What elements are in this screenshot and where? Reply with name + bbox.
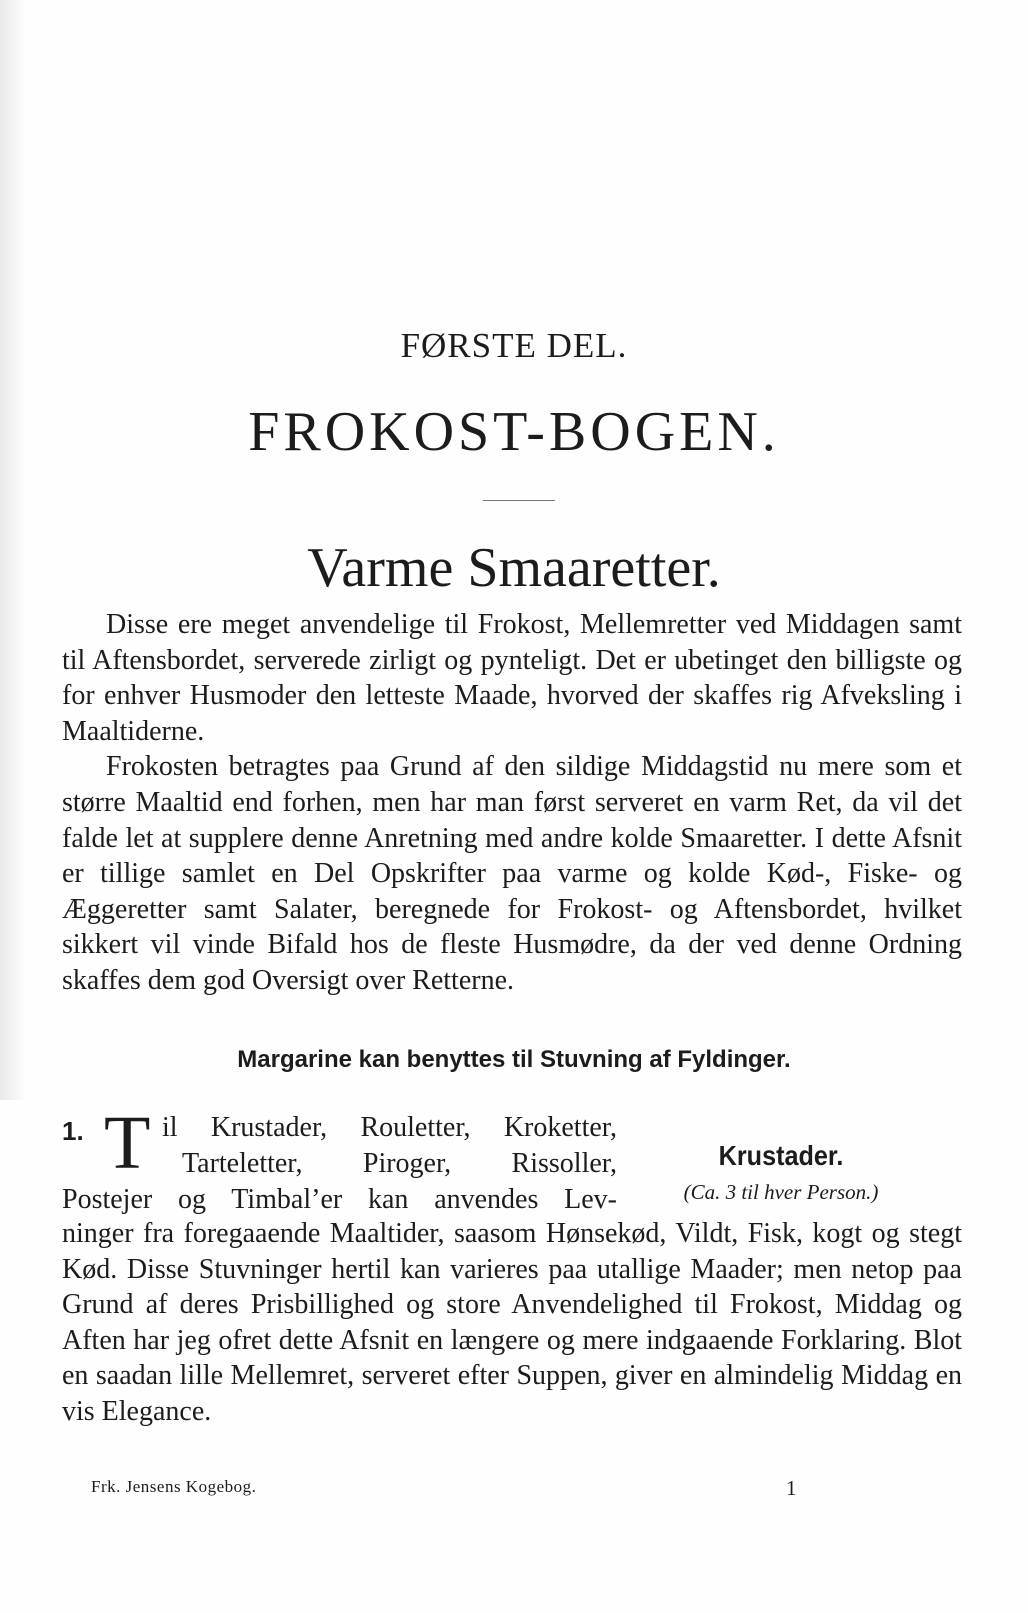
title-divider — [483, 500, 555, 501]
intro-text — [62, 607, 962, 999]
recipe-second-line: Tarteletter, Piroger, Rissoller, — [182, 1148, 617, 1179]
section-title: Varme Smaaretter. — [307, 537, 721, 599]
footer-source: Frk. Jensens Kogebog. — [91, 1477, 257, 1496]
recipe-portion: (Ca. 3 til hver Person.) — [683, 1180, 879, 1204]
intro-paragraph: Frokosten betragtes paa Grund af den sildige Middagstid nu mere som et større Maaltid end forhen, men har man først serveret en varm Ret, da vil det falde let at supplere denne Anretning med andre kolde Smaaretter. I dette Afsnit er tillige samlet en Del Opskrifter paa varme og kolde Kød-, Fiske- og Æggeretter samt Salater, beregnede for Frokost- og Aftensbordet, hvilket sikkert vil vinde Bifald hos de fleste Husmødre, da der ved denne Ordning skaffes dem god Oversigt over Retterne. — [62, 751, 962, 996]
recipe-title: Krustader. — [718, 1140, 844, 1171]
recipe-third-line: Postejer og Timbal’er kan anvendes Lev- — [62, 1184, 617, 1215]
recipe-first-line: il Krustader, Rouletter, Kroketter, — [162, 1112, 617, 1143]
book-title: FROKOST-BOGEN. — [248, 401, 780, 463]
recipe-body — [62, 1216, 962, 1430]
margarine-note: Margarine kan benyttes til Stuvning af Fyldinger. — [237, 1046, 791, 1073]
intro-paragraph: Disse ere meget anvendelige til Frokost, Mellemretter ved Middagen samt til Aftensbordet, serverede zirligt og pynteligt. Det er ubetinget den billigste og for enhver Husmoder den letteste Maade, hvorved der skaffes rig Afveksling i Maaltiderne. — [62, 609, 962, 747]
recipe-number: 1. — [62, 1116, 84, 1146]
drop-cap: T — [104, 1101, 151, 1185]
part-heading: FØRSTE DEL. — [400, 326, 628, 365]
recipe-paragraph: ninger fra foregaaende Maaltider, saasom Hønsekød, Vildt, Fisk, kogt og stegt Kød. Disse Stuvninger hertil kan varieres paa utallige Maader; men netop paa Grund af deres Prisbillighed og store Anvendelighed til Frokost, Middag og Aften har jeg ofret dette Afsnit en længere og mere indgaaende Forklaring. Blot en saadan lille Mellemret, serveret efter Suppen, giver en almindelig Middag en vis Elegance. — [62, 1218, 962, 1427]
page-number: 1 — [786, 1476, 797, 1500]
